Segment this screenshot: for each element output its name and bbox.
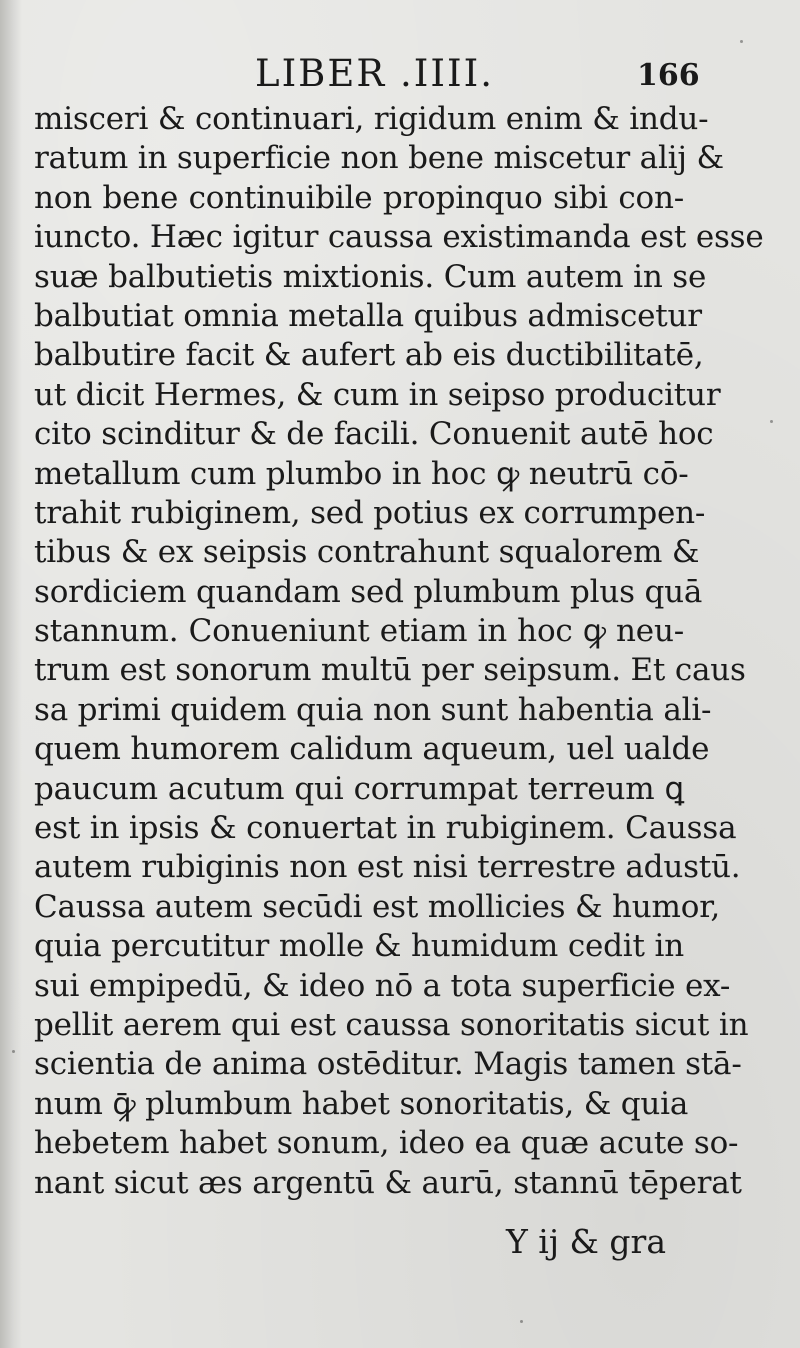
text-line: sa primi quidem quia non sunt habentia ali- — [34, 691, 712, 728]
running-head: LIBER .IIII. — [255, 52, 494, 95]
text-line: stannum. Conueniunt etiam in hoc ꝙ neu- — [34, 613, 684, 650]
text-line: hebetem habet sonum, ideo ea quæ acute so- — [34, 1125, 739, 1162]
text-line: balbutiat omnia metalla quibus admiscetur — [34, 297, 702, 334]
text-line: pellit aerem qui est caussa sonoritatis sicut in — [34, 1006, 749, 1043]
text-line: balbutire facit & aufert ab eis ductibilitatē, — [34, 337, 704, 374]
text-line: iuncto. Hæc igitur caussa existimanda est esse — [34, 219, 764, 256]
text-line: misceri & continuari, rigidum enim & indu- — [34, 101, 709, 137]
text-line: quem humorem calidum aqueum, uel ualde — [34, 731, 710, 768]
text-line: scientia de anima ostēditur. Magis tamen stā- — [34, 1046, 742, 1083]
text-line: autem rubiginis non est nisi terrestre adustū. — [34, 849, 741, 886]
text-line: cito scinditur & de facili. Conuenit autē hoc — [34, 416, 714, 453]
text-line: nant sicut æs argentū & aurū, stannū tēperat — [34, 1164, 742, 1201]
text-line: ut dicit Hermes, & cum in seipso producitur — [34, 376, 721, 413]
text-line: trum est sonorum multū per seipsum. Et caus — [34, 652, 746, 689]
text-line: suæ balbutietis mixtionis. Cum autem in se — [34, 258, 707, 295]
text-line: quia percutitur molle & humidum cedit in — [34, 928, 684, 965]
text-line: sordiciem quandam sed plumbum plus quā — [34, 573, 703, 610]
text-line: num ꝙ̄ plumbum habet sonoritatis, & quia — [34, 1085, 689, 1122]
page-header — [0, 52, 800, 96]
folio-number: 166 — [637, 58, 700, 93]
text-line: Caussa autem secūdi est mollicies & humor, — [34, 888, 721, 925]
text-line: sui empipedū, & ideo nō a tota superficie ex- — [34, 967, 731, 1004]
text-line: metallum cum plumbo in hoc ꝙ neutrū cō- — [34, 455, 689, 492]
text-line: est in ipsis & conuertat in rubiginem. Caussa — [34, 810, 737, 847]
catchword-signature: Y ij & gra — [506, 1222, 666, 1261]
text-line: non bene continuibile propinquo sibi con- — [34, 179, 684, 216]
paper-speck — [770, 420, 773, 423]
paper-speck — [520, 1320, 523, 1323]
text-line: tibus & ex seipsis contrahunt squalorem & — [34, 534, 700, 571]
paper-speck — [12, 1050, 15, 1053]
paper-speck — [740, 40, 743, 43]
paper-speck — [715, 980, 718, 983]
text-line: trahit rubiginem, sed potius ex corrumpen- — [34, 494, 706, 531]
text-line: paucum acutum qui corrumpat terreum ꝗ — [34, 770, 684, 807]
page-gutter-shadow — [0, 0, 22, 1348]
text-line: ratum in superficie non bene miscetur alij & — [34, 140, 724, 177]
body-text — [34, 100, 764, 1203]
